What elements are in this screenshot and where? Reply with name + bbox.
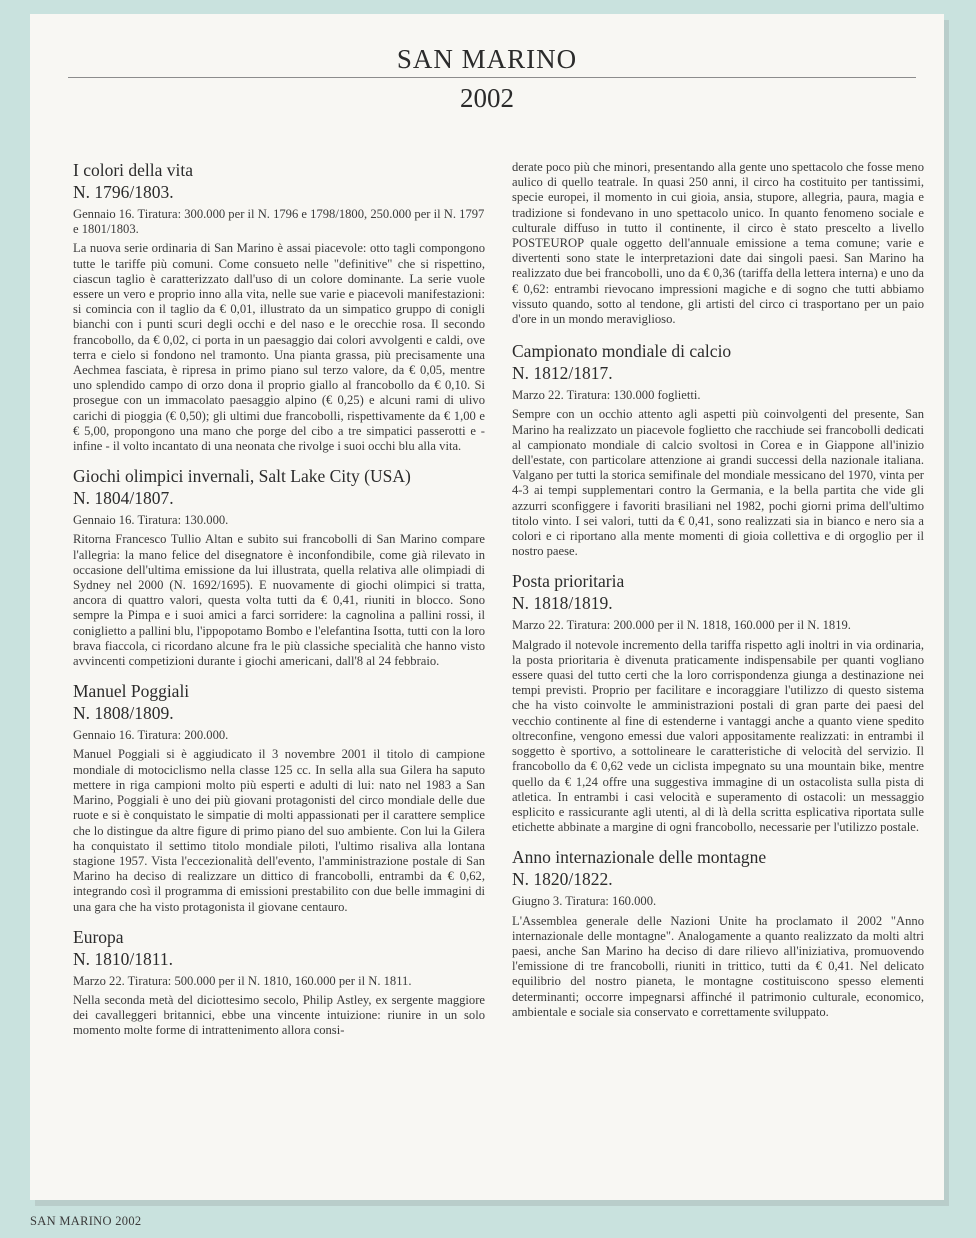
section-number: N. 1818/1819. xyxy=(512,593,613,614)
section-body: La nuova serie ordinaria di San Marino è assai piacevole: otto tagli compongono tutte le tariffe più comuni. Come consueto nelle "definitive" che si rispettino, ciascun taglio è caratterizzato dall'uso di un colore dominante. La serie vuole essere un vero e proprio inno alla vita, nelle sue varie e piacevoli manifestazioni: si comincia con il taglio da € 0,01, illustrato da un simpatico gruppo di conigli bianchi con i punti scuri degli occhi e del naso e le orecchie rosa. Il secondo francobollo, da € 0,02, ci porta in un paesaggio dai colori avvolgenti e caldi, ove terra e cielo si fondono nel tramonto. Una pianta grassa, più precisamente una Aechmea fasciata, è ripresa in primo piano sul terzo valore, da € 0,05, mentre uno splendido campo di orzo dona il proprio giallo al francobollo da € 0,10. Si prosegue con un immacolato paesaggio alpino (€ 0,25) e alcuni rami di ulivo carichi di pioggia (€ 0,50); gli ultimi due francobolli, rispettivamente da € 1,00 e € 5,00, propongono una mano che porge del cibo a tre simpatici passerotti e - infine - il volto incantato di una neonata che rivolge i suoi occhi blu alla vita. xyxy=(73,241,485,454)
section-number: N. 1804/1807. xyxy=(73,488,174,509)
section-giochi xyxy=(73,466,485,669)
section-body: Manuel Poggiali si è aggiudicato il 3 novembre 2001 il titolo di campione mondiale di motociclismo nella classe 125 cc. In sella alla sua Gilera ha saputo mettere in riga campioni molto più esperti e adulti di lui: nato nel 1983 a San Marino, Poggiali è uno dei più giovani protagonisti del circo mondiale delle due ruote e si è conquistato le simpatie di molti appassionati per il carattere semplice che lo distingue da altre figure di primo piano del suo ambiente. Con lui la Gilera ha conquistato il settimo titolo mondiale piloti, l'ultimo risaliva alla lontana stagione 1957. Vista l'eccezionalità dell'evento, l'amministrazione postale di San Marino ha deciso di realizzare un dittico di francobolli, entrambi da € 0,62, integrando così il programma di emissioni prestabilito con due belle immagini di una gara che ha visto protagonista il giovane centauro. xyxy=(73,747,485,914)
section-europa-continued xyxy=(512,160,924,327)
footer-label: SAN MARINO 2002 xyxy=(30,1214,142,1228)
section-body: L'Assemblea generale delle Nazioni Unite ha proclamato il 2002 "Anno internazionale delle montagne". Analogamente a quanto realizzato da molti altri paesi, anche San Marino ha deciso di dare rilievo all'iniziativa, promuovendo l'emissione di tre francobolli, riuniti in trittico, tutti da € 0,41. Nel delicato equilibrio del nostro pianeta, le montagne costituiscono spesso elementi determinanti; occorre impegnarsi affinché il patrimonio culturale, economico, ambientale e sociale sia conservato e correttamente sviluppato. xyxy=(512,913,924,1019)
header-divider xyxy=(68,77,916,78)
section-number: N. 1808/1809. xyxy=(73,703,174,724)
section-meta: Giugno 3. Tiratura: 160.000. xyxy=(512,894,657,909)
right-column xyxy=(512,160,924,1032)
section-title: I colori della vita xyxy=(73,160,194,180)
section-meta: Marzo 22. Tiratura: 130.000 foglietti. xyxy=(512,388,701,403)
left-column xyxy=(73,160,485,1051)
section-title: Europa xyxy=(73,926,124,947)
section-body: Sempre con un occhio attento agli aspetti più coinvolgenti del presente, San Marino ha realizzato un piacevole foglietto che racchiude sei francobolli dedicati al campionato mondiale di calcio svoltosi in Corea e in Giappone all'inizio dell'estate, con particolare attenzione ai grandi successi della nazionale italiana. Valgano per tutti la storica semifinale del mondiale messicano del 1970, vinta per 4-3 ai tempi supplementari contro la Germania, e la bella partita che vide gli azzurri sconfiggere i favoriti brasiliani nel 1982, pochi giorni prima dell'ultimo titolo vinto. I sei valori, tutti da € 0,41, sono realizzati sia in bianco e nero sia a colori e ci riportano alla mente momenti di gioia collettiva e di orgoglio per il nostro paese. xyxy=(512,407,924,559)
section-title: Giochi olimpici invernali, Salt Lake City (USA) xyxy=(73,466,411,487)
section-body: Malgrado il notevole incremento della tariffa rispetto agli inoltri in via ordinaria, la posta prioritaria è divenuta praticamente indispensabile per quanti vogliano essere quasi del tutto certi che la loro corrispondenza giunga a destinazione nei tempi previsti. Proprio per facilitare e incoraggiare l'utilizzo di questo sistema che ha visto coinvolte le amministrazioni postali di gran parte dei paesi del vecchio continente al fine di estenderne i vantaggi anche a quanto viene spedito oltreconfine, vengono emessi due valori appositamente realizzati: in entrambi il soggetto è sportivo, a sottolineare le caratteristiche di velocità del servizio. Il francobollo da € 0,62 vede un ciclista impegnato su una mountain bike, mentre quello da € 1,24 offre una suggestiva immagine di un ostacolista sulla pista di atletica. In entrambi i casi velocità e superamento di ostacoli: un messaggio esplicito e rassicurante agli utenti, al di là della scritta esplicativa riportata sulle etichette abbinate a margine di ogni francobollo, necessarie per l'utilizzo postale. xyxy=(512,637,924,835)
section-number: N. 1812/1817. xyxy=(512,363,613,384)
section-meta: Gennaio 16. Tiratura: 300.000 per il N. 1796 e 1798/1800, 250.000 per il N. 1797 e 1801/1803. xyxy=(73,207,485,237)
section-meta: Marzo 22. Tiratura: 500.000 per il N. 1810, 160.000 per il N. 1811. xyxy=(73,973,412,988)
section-number: N. 1810/1811. xyxy=(73,948,173,969)
section-title: Anno internazionale delle montagne xyxy=(512,847,767,868)
section-poggiali xyxy=(73,681,485,914)
section-body: Ritorna Francesco Tullio Altan e subito sui francobolli di San Marino compare l'allegria: la mano felice del disegnatore è inconfondibile, come già rilevato in occasione dell'ultima emissione da lui illustrata, quella relativa alle olimpiadi di Sydney nel 2000 (N. 1692/1695). E nuovamente di giochi olimpici si tratta, ancora di quattro valori, questa volta tutti da € 0,41, riuniti in blocco. Sono sempre la Pimpa e i suoi amici a farci sorridere: la cagnolina a pallini rossi, il coniglietto a pallini blu, l'ippopotamo Bombo e l'elefantina Isotta, tutti con la loro brava fiaccola, ci ricordano alcune fra le più classiche specialità che hanno visto avvincenti competizioni durante i giochi americani, dall'8 al 24 febbraio. xyxy=(73,532,485,669)
page-year: 2002 xyxy=(460,83,514,113)
section-meta: Gennaio 16. Tiratura: 200.000. xyxy=(73,728,229,743)
section-colori xyxy=(73,160,485,454)
section-posta xyxy=(512,571,924,835)
section-title: Manuel Poggiali xyxy=(73,681,190,702)
section-number: N. 1796/1803. xyxy=(73,182,174,202)
section-body: derate poco più che minori, presentando alla gente uno spettacolo che fosse meno aulico di quello teatrale. In quasi 250 anni, il circo ha costituito per tantissimi, specie europei, il momento in cui gioia, ansia, stupore, allegria, paura, magia e tradizione si fondevano in uno spettacolo unico. In quanto fenomeno sociale e culturale diffuso in tutto il continente, il circo è stato prescelto a livello POSTEUROP quale oggetto dell'annuale emissione a tema comune; varie e divertenti sono state le interpretazioni date dai singoli paesi. San Marino ha realizzato due bei francobolli, uno da € 0,36 (tariffa della lettera interna) e uno da € 0,62: entrambi rievocano impressioni magiche e di sogno che tutti abbiamo vissuto quando, sotto al tendone, gli artisti del circo ci trasportano per un paio d'ore in un mondo meraviglioso. xyxy=(512,160,924,327)
section-title: Posta prioritaria xyxy=(512,571,625,592)
section-meta: Gennaio 16. Tiratura: 130.000. xyxy=(73,513,229,528)
page xyxy=(30,14,944,1200)
section-europa xyxy=(73,927,485,1039)
section-title: Campionato mondiale di calcio xyxy=(512,341,732,362)
page-title: SAN MARINO xyxy=(396,44,578,74)
section-montagne xyxy=(512,847,924,1020)
section-body: Nella seconda metà del diciottesimo secolo, Philip Astley, ex sergente maggiore dei cavalleggeri britannici, ebbe una vincente intuizione: riunire in un solo momento molte forme di intrattenimento allora consi- xyxy=(73,992,485,1038)
section-meta: Marzo 22. Tiratura: 200.000 per il N. 1818, 160.000 per il N. 1819. xyxy=(512,618,851,633)
section-calcio xyxy=(512,341,924,559)
section-number: N. 1820/1822. xyxy=(512,869,613,890)
